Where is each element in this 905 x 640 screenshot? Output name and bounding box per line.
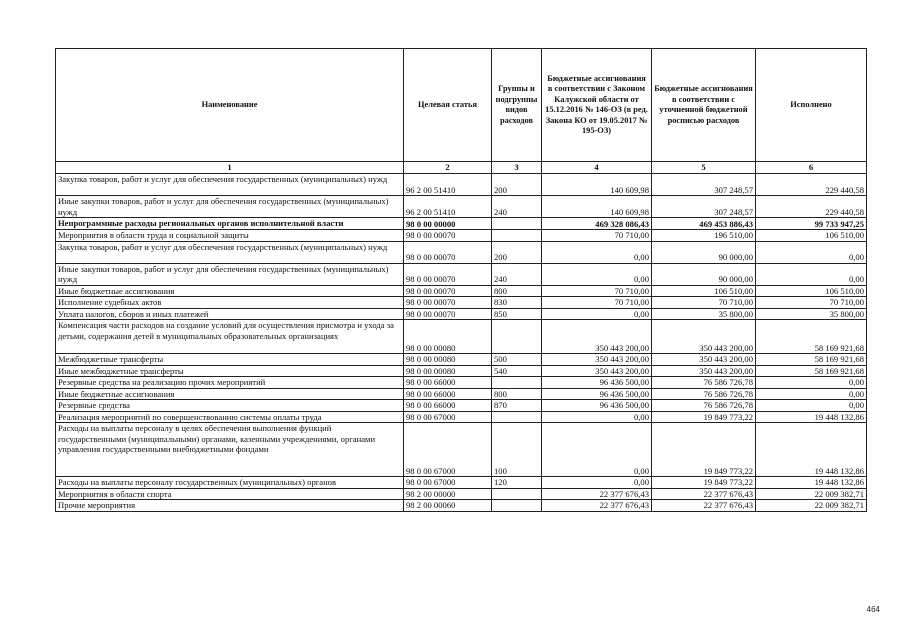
row-name: Иные бюджетные ассигнования <box>56 285 404 297</box>
row-name: Закупка товаров, работ и услуг для обеспечения государственных (муниципальных) нужд <box>56 241 404 263</box>
row-name: Межбюджетные трансферты <box>56 354 404 366</box>
row-assign-law: 0,00 <box>542 263 652 285</box>
budget-table <box>55 48 867 512</box>
row-assign-refined: 76 586 726,78 <box>652 400 756 412</box>
row-group: 870 <box>492 400 542 412</box>
row-target: 98 0 00 00080 <box>404 320 492 354</box>
row-group <box>492 500 542 512</box>
table-row <box>56 308 867 320</box>
table-row <box>56 218 867 230</box>
row-name: Закупка товаров, работ и услуг для обеспечения государственных (муниципальных) нужд <box>56 174 404 196</box>
row-assign-refined: 196 510,00 <box>652 230 756 242</box>
row-assign-refined: 350 443 200,00 <box>652 354 756 366</box>
row-target: 98 0 00 00070 <box>404 308 492 320</box>
row-assign-law: 0,00 <box>542 308 652 320</box>
row-executed: 99 733 947,25 <box>756 218 867 230</box>
row-assign-refined: 35 800,00 <box>652 308 756 320</box>
table-row <box>56 400 867 412</box>
row-assign-refined: 19 849 773,22 <box>652 411 756 423</box>
row-assign-refined: 22 377 676,43 <box>652 500 756 512</box>
row-assign-refined: 469 453 886,43 <box>652 218 756 230</box>
row-name: Компенсация части расходов на создание условий для осуществления присмотра и ухода за детьми, содержания детей в муниципальных образовательных организациях <box>56 320 404 354</box>
row-name: Расходы на выплаты персоналу государственных (муниципальных) органов <box>56 477 404 489</box>
column-number: 1 <box>56 162 404 174</box>
table-row <box>56 320 867 354</box>
row-assign-law: 96 436 500,00 <box>542 377 652 389</box>
row-name: Мероприятия в области труда и социальной защиты <box>56 230 404 242</box>
row-name: Прочие мероприятия <box>56 500 404 512</box>
table-row <box>56 365 867 377</box>
row-group: 500 <box>492 354 542 366</box>
column-number-row <box>56 162 867 174</box>
row-assign-law: 350 443 200,00 <box>542 320 652 354</box>
row-group: 800 <box>492 388 542 400</box>
row-executed: 58 169 921,68 <box>756 365 867 377</box>
row-target: 98 2 00 00000 <box>404 488 492 500</box>
column-number: 3 <box>492 162 542 174</box>
row-assign-refined: 307 248,57 <box>652 196 756 218</box>
header-name: Наименование <box>56 49 404 162</box>
row-target: 98 0 00 00070 <box>404 285 492 297</box>
row-group: 240 <box>492 196 542 218</box>
row-executed: 19 448 132,86 <box>756 423 867 477</box>
row-target: 98 0 00 00080 <box>404 365 492 377</box>
page-number: 464 <box>866 605 880 614</box>
row-target: 98 0 00 66000 <box>404 400 492 412</box>
table-body <box>56 174 867 512</box>
row-executed: 35 800,00 <box>756 308 867 320</box>
row-assign-refined: 70 710,00 <box>652 297 756 309</box>
row-assign-refined: 90 000,00 <box>652 263 756 285</box>
row-assign-law: 70 710,00 <box>542 230 652 242</box>
table-row <box>56 230 867 242</box>
row-name: Резервные средства на реализацию прочих мероприятий <box>56 377 404 389</box>
row-group: 120 <box>492 477 542 489</box>
row-target: 98 0 00 67000 <box>404 423 492 477</box>
row-group: 200 <box>492 174 542 196</box>
row-executed: 58 169 921,68 <box>756 354 867 366</box>
table-row <box>56 263 867 285</box>
row-name: Иные межбюджетные трансферты <box>56 365 404 377</box>
row-assign-refined: 76 586 726,78 <box>652 388 756 400</box>
row-group <box>492 320 542 354</box>
row-name: Резервные средства <box>56 400 404 412</box>
row-assign-law: 0,00 <box>542 241 652 263</box>
row-target: 98 0 00 66000 <box>404 388 492 400</box>
row-target: 98 0 00 67000 <box>404 477 492 489</box>
row-assign-law: 22 377 676,43 <box>542 488 652 500</box>
row-name: Уплата налогов, сборов и иных платежей <box>56 308 404 320</box>
table-row <box>56 423 867 477</box>
row-target: 98 0 00 00070 <box>404 230 492 242</box>
row-assign-refined: 76 586 726,78 <box>652 377 756 389</box>
row-executed: 22 009 382,71 <box>756 488 867 500</box>
row-assign-law: 96 436 500,00 <box>542 400 652 412</box>
row-name: Исполнение судебных актов <box>56 297 404 309</box>
row-assign-law: 350 443 200,00 <box>542 354 652 366</box>
row-assign-law: 0,00 <box>542 423 652 477</box>
table-row <box>56 196 867 218</box>
row-assign-law: 96 436 500,00 <box>542 388 652 400</box>
row-assign-law: 0,00 <box>542 477 652 489</box>
row-assign-refined: 19 849 773,22 <box>652 423 756 477</box>
row-target: 98 0 00 00070 <box>404 241 492 263</box>
row-group: 800 <box>492 285 542 297</box>
row-target: 98 0 00 66000 <box>404 377 492 389</box>
row-name: Иные закупки товаров, работ и услуг для обеспечения государственных (муниципальных) нужд <box>56 196 404 218</box>
table-row <box>56 388 867 400</box>
table-row <box>56 411 867 423</box>
row-executed: 70 710,00 <box>756 297 867 309</box>
row-name: Реализация мероприятий по совершенствованию системы оплаты труда <box>56 411 404 423</box>
row-name: Расходы на выплаты персоналу в целях обеспечения выполнения функций государственными (муниципальными) органами, казенными учреждениями, органами управления государственными внебюджетными фондами <box>56 423 404 477</box>
table-row <box>56 174 867 196</box>
table-row <box>56 297 867 309</box>
header-target: Целевая статья <box>404 49 492 162</box>
row-group: 200 <box>492 241 542 263</box>
table-row <box>56 477 867 489</box>
row-assign-law: 140 609,98 <box>542 196 652 218</box>
row-name: Иные закупки товаров, работ и услуг для обеспечения государственных (муниципальных) нужд <box>56 263 404 285</box>
row-assign-refined: 350 443 200,00 <box>652 320 756 354</box>
row-executed: 19 448 132,86 <box>756 477 867 489</box>
column-number: 5 <box>652 162 756 174</box>
row-group <box>492 230 542 242</box>
row-assign-refined: 350 443 200,00 <box>652 365 756 377</box>
row-target: 98 0 00 00000 <box>404 218 492 230</box>
row-name: Иные бюджетные ассигнования <box>56 388 404 400</box>
row-executed: 0,00 <box>756 400 867 412</box>
row-executed: 229 440,58 <box>756 174 867 196</box>
row-group: 850 <box>492 308 542 320</box>
row-group: 830 <box>492 297 542 309</box>
row-assign-refined: 22 377 676,43 <box>652 488 756 500</box>
row-group <box>492 411 542 423</box>
row-executed: 229 440,58 <box>756 196 867 218</box>
row-group <box>492 488 542 500</box>
row-name: Непрограммные расходы региональных органов исполнительной власти <box>56 218 404 230</box>
row-assign-refined: 307 248,57 <box>652 174 756 196</box>
row-executed: 0,00 <box>756 241 867 263</box>
row-target: 98 2 00 00060 <box>404 500 492 512</box>
row-assign-law: 469 328 086,43 <box>542 218 652 230</box>
table-row <box>56 377 867 389</box>
row-assign-law: 70 710,00 <box>542 285 652 297</box>
row-assign-law: 350 443 200,00 <box>542 365 652 377</box>
row-target: 98 0 00 67000 <box>404 411 492 423</box>
row-executed: 19 448 132,86 <box>756 411 867 423</box>
table-row <box>56 354 867 366</box>
row-assign-refined: 106 510,00 <box>652 285 756 297</box>
table-row <box>56 285 867 297</box>
row-executed: 106 510,00 <box>756 285 867 297</box>
header-group: Группы и подгруппы видов расходов <box>492 49 542 162</box>
row-target: 96 2 00 51410 <box>404 174 492 196</box>
row-group: 240 <box>492 263 542 285</box>
row-assign-law: 140 609,98 <box>542 174 652 196</box>
row-executed: 58 169 921,68 <box>756 320 867 354</box>
row-assign-law: 70 710,00 <box>542 297 652 309</box>
row-group <box>492 377 542 389</box>
header-assign-law: Бюджетные ассигнования в соответствии с Законом Калужской области от 15.12.2016 № 146-ОЗ (в ред. Закона КО от 19.05.2017 № 195-ОЗ) <box>542 49 652 162</box>
row-target: 98 0 00 00080 <box>404 354 492 366</box>
row-executed: 106 510,00 <box>756 230 867 242</box>
header-row <box>56 49 867 162</box>
table-row <box>56 500 867 512</box>
table-row <box>56 488 867 500</box>
column-number: 4 <box>542 162 652 174</box>
row-target: 98 0 00 00070 <box>404 263 492 285</box>
row-target: 96 2 00 51410 <box>404 196 492 218</box>
row-target: 98 0 00 00070 <box>404 297 492 309</box>
header-assign-refined: Бюджетные ассигнования в соответствии с уточненной бюджетной росписью расходов <box>652 49 756 162</box>
row-group: 540 <box>492 365 542 377</box>
row-assign-law: 22 377 676,43 <box>542 500 652 512</box>
column-number: 2 <box>404 162 492 174</box>
row-assign-law: 0,00 <box>542 411 652 423</box>
row-executed: 0,00 <box>756 388 867 400</box>
column-number: 6 <box>756 162 867 174</box>
row-name: Мероприятия в области спорта <box>56 488 404 500</box>
row-executed: 0,00 <box>756 377 867 389</box>
row-assign-refined: 19 849 773,22 <box>652 477 756 489</box>
row-group: 100 <box>492 423 542 477</box>
row-assign-refined: 90 000,00 <box>652 241 756 263</box>
header-executed: Исполнено <box>756 49 867 162</box>
row-executed: 0,00 <box>756 263 867 285</box>
row-group <box>492 218 542 230</box>
row-executed: 22 009 382,71 <box>756 500 867 512</box>
table-row <box>56 241 867 263</box>
